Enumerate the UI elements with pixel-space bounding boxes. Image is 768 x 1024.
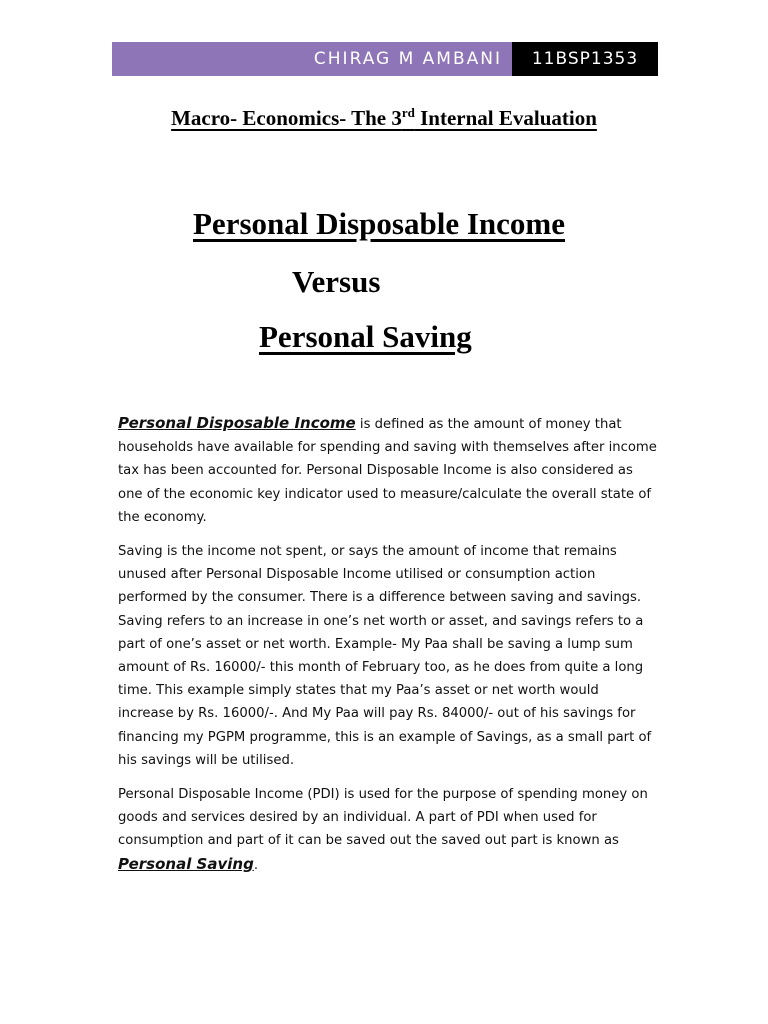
title-line-3: Personal Saving <box>259 319 472 354</box>
document-body <box>118 412 658 888</box>
paragraph-1-text: is defined as the amount of money that households have available for spending and saving with themselves after income tax has been accounted for. Personal Disposable Income is also considered as one of the economic key indicator used to measure/calculate the overall state of the economy. <box>118 417 657 525</box>
paragraph-pdi-definition <box>118 412 658 529</box>
paragraph-pdi-usage <box>118 783 658 877</box>
evaluation-title <box>0 106 768 131</box>
term-personal-saving: Personal Saving <box>118 854 254 873</box>
paragraph-3-end: . <box>253 857 259 873</box>
evaluation-title-prefix: Macro- Economics- The 3 <box>171 106 402 130</box>
term-personal-disposable-income: Personal Disposable Income <box>118 414 356 432</box>
paragraph-saving-definition: Saving is the income not spent, or says the amount of income that remains unused after Personal Disposable Income utilised or consumption action performed by the consumer. There is a difference between saving and savings. Saving refers to an increase in one’s net worth or asset, and savings refers to a part of one’s asset or net worth. Example- My Paa shall be saving a lump sum amount of Rs. 16000/- this month of February too, as he does from quite a long time. This example simply states that my Paa’s asset or net worth would increase by Rs. 16000/-. And My Paa will pay Rs. 84000/- out of his savings for financing my PGPM programme, this is an example of Savings, as a small part of his savings will be utilised. <box>118 544 652 768</box>
roll-number: 11BSP1353 <box>512 42 658 76</box>
evaluation-title-suffix: Internal Evaluation <box>414 106 597 130</box>
title-line-1: Personal Disposable Income <box>193 206 565 241</box>
evaluation-title-superscript: rd <box>401 105 415 120</box>
paragraph-3-text: Personal Disposable Income (PDI) is used for the purpose of spending money on goods and services desired by an individual. A part of PDI when used for consumption and part of it can be saved out the saved out part is known as <box>118 787 648 849</box>
author-name: CHIRAG M AMBANI <box>112 42 512 76</box>
header-bar <box>112 42 658 76</box>
title-line-2: Versus <box>292 264 381 299</box>
